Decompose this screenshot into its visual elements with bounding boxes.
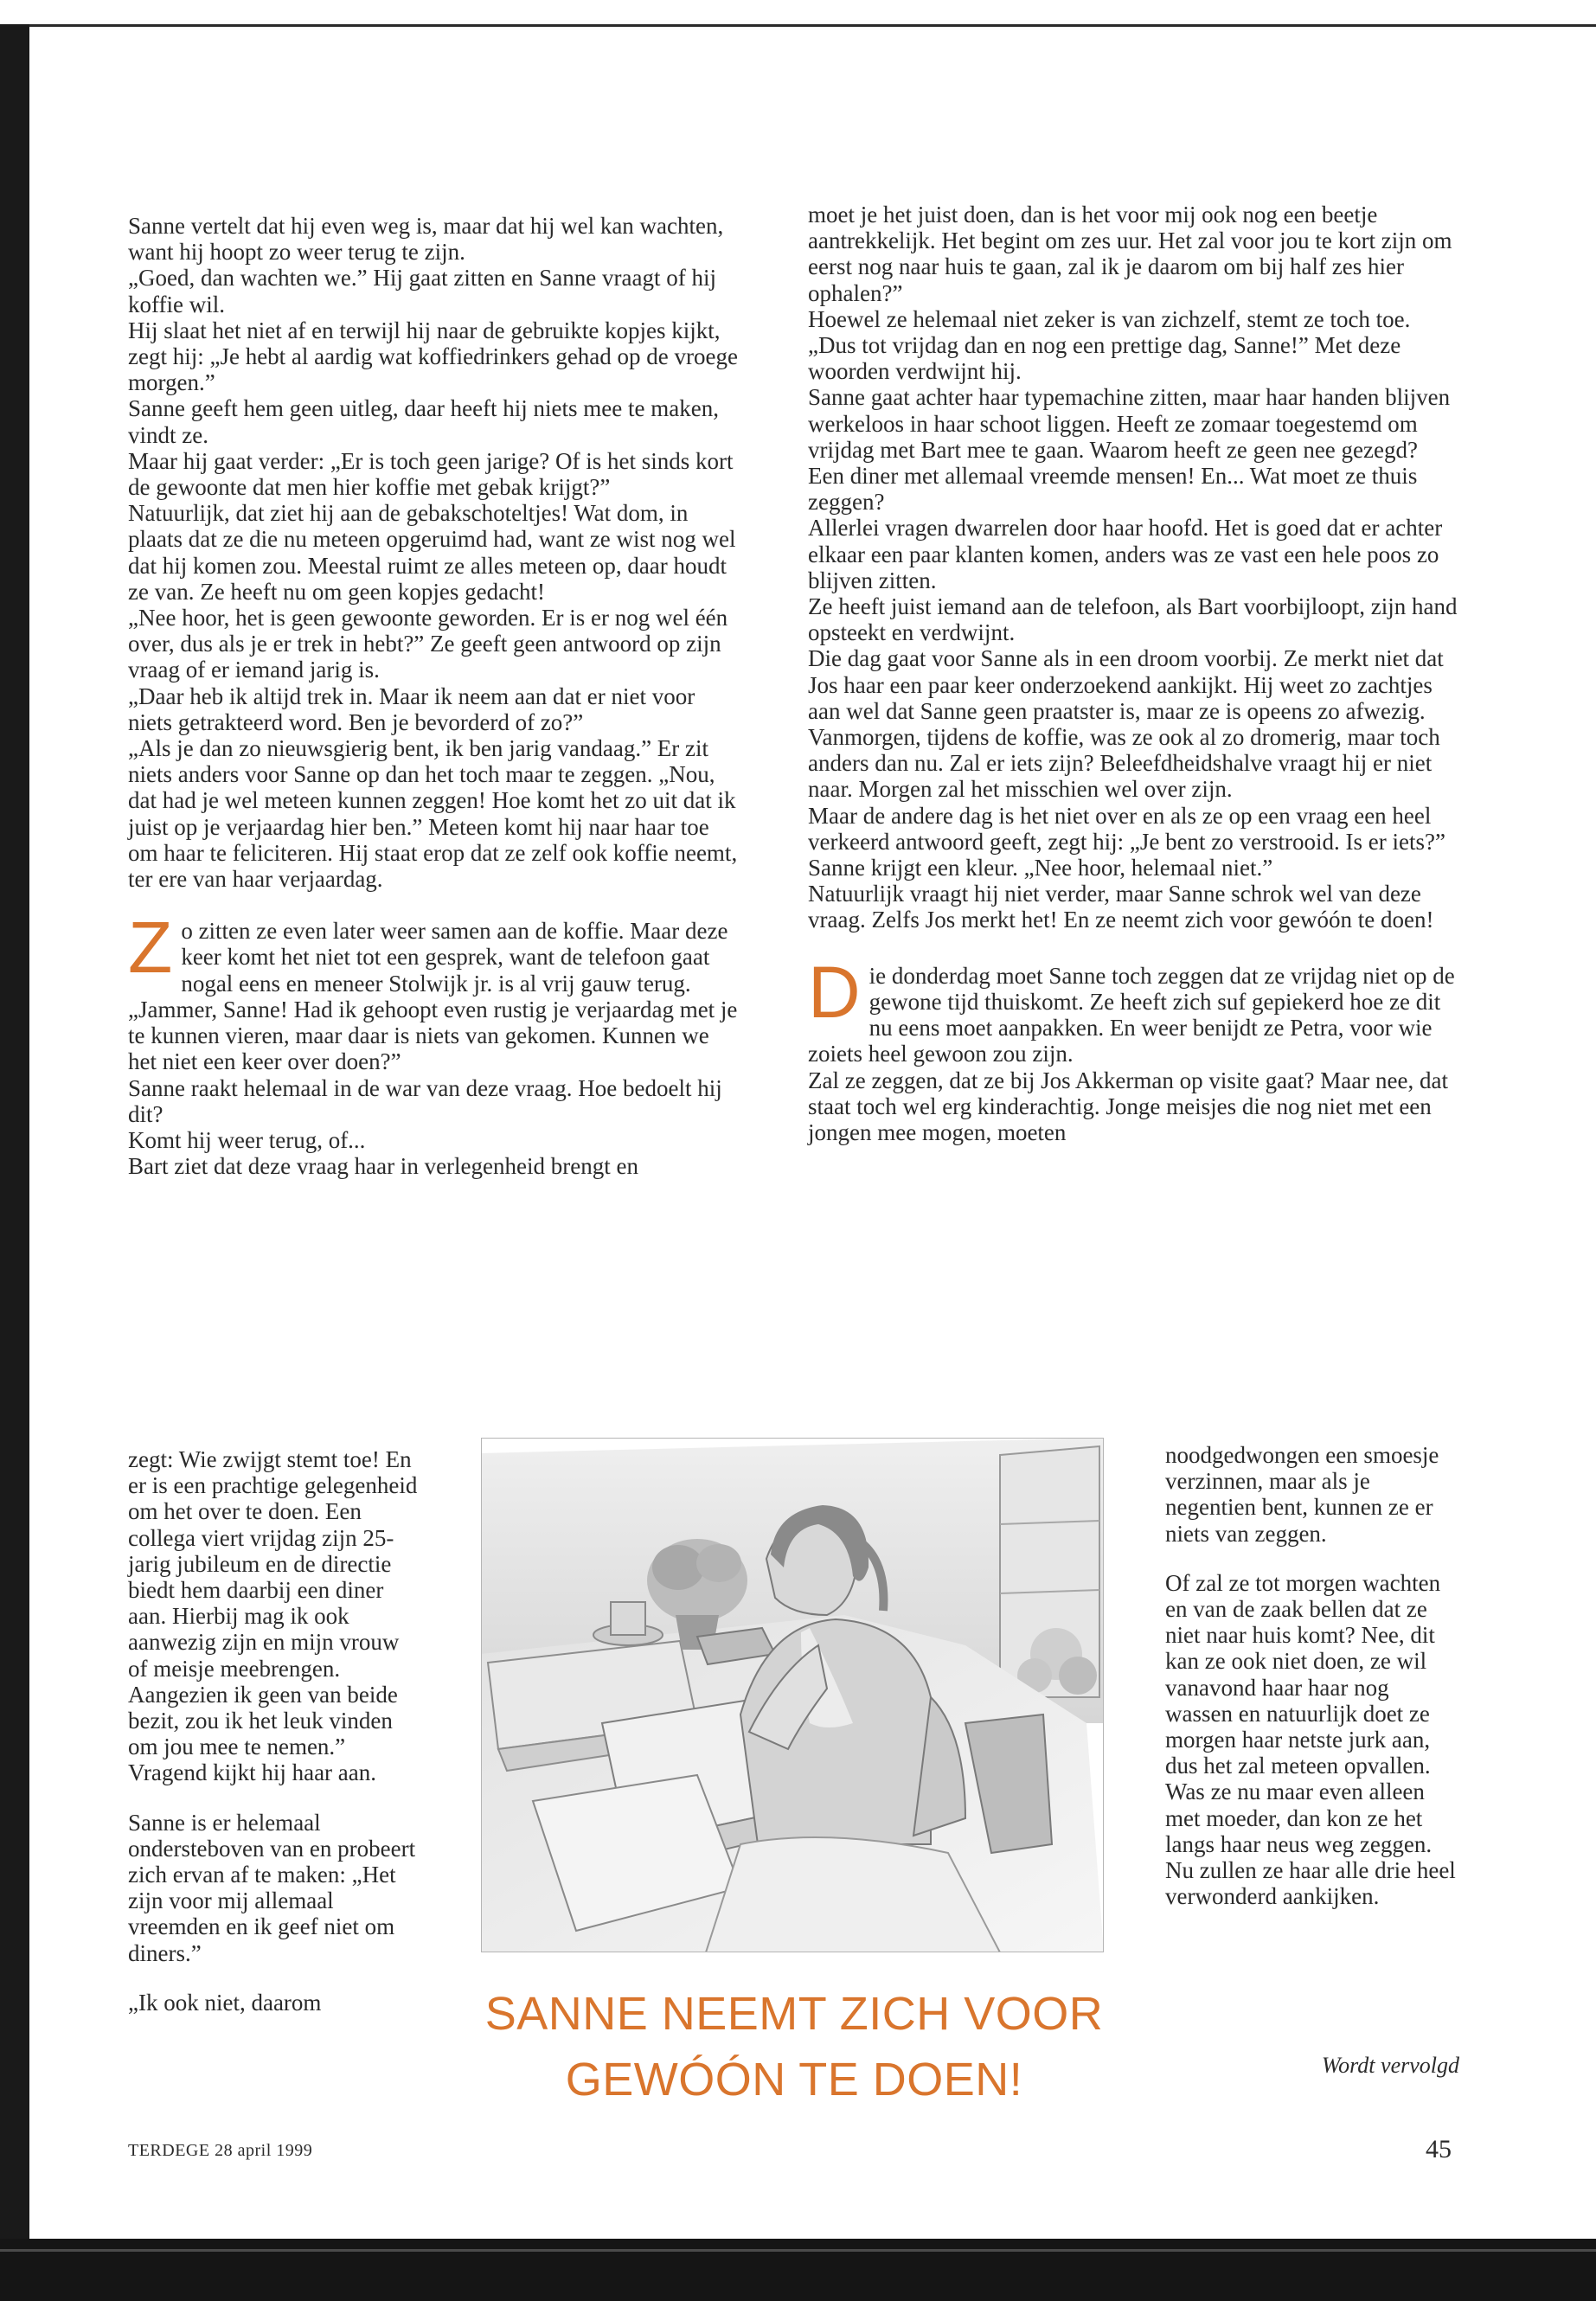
footer-publication: TERDEGE 28 april 1999: [128, 2141, 313, 2160]
paragraph: Hij slaat het niet af en terwijl hij naar de gebruikte kopjes kijkt, zegt hij: „Je hebt al aardig wat koffiedrinkers gehad op de vroege morgen.”: [128, 317, 738, 396]
paragraph: Sanne krijgt een kleur. „Nee hoor, helemaal niet.”: [808, 855, 1273, 881]
paragraph: „Goed, dan wachten we.” Hij gaat zitten en Sanne vraagt of hij koffie wil.: [128, 265, 716, 317]
paragraph: Hoewel ze helemaal niet zeker is van zichzelf, stemt ze toch toe.: [808, 305, 1411, 332]
paragraph: „Daar heb ik altijd trek in. Maar ik neem aan dat er niet voor niets getrakteerd word. Ben je bevorderd of zo?”: [128, 683, 695, 735]
paragraph: Ze heeft juist iemand aan de telefoon, als Bart voorbijloopt, zijn hand opsteekt en verdwijnt.: [808, 593, 1458, 646]
paragraph: „Dus tot vrijdag dan en nog een prettige dag, Sanne!” Met deze woorden verdwijnt hij.: [808, 332, 1401, 385]
paragraph: Die dag gaat voor Sanne als in een droom voorbij. Ze merkt niet dat Jos haar een paar keer onderzoekend aankijkt. Hij weet zo zachtjes aan wel dat Sanne geen praatster is, maar ze is opeens zo afwezig. Vanmorgen, tijdens de koffie, was ze ook al zo dromerig, maar toch anders dan nu. Zal er iets zijn? Beleefdheidshalve vraagt hij er niet naar. Morgen zal het misschien wel over zijn.: [808, 645, 1444, 803]
paragraph: „Ik ook niet, daarom: [128, 1989, 322, 2016]
paragraph: Sanne gaat achter haar typemachine zitten, maar haar handen blijven werkeloos in haar schoot liggen. Heeft ze zomaar toegestemd om vrijdag met Bart mee te gaan. Waarom heeft ze geen nee gezegd? Een diner met allemaal vreemde mensen! En... Wat moet ze thuis zeggen?: [808, 384, 1451, 516]
paragraph: Sanne geeft hem geen uitleg, daar heeft hij niets mee te maken, vindt ze.: [128, 395, 719, 448]
right-wrap-column: [1165, 1419, 1459, 1932]
paragraph: Sanne is er helemaal ondersteboven van en probeert zich ervan af te maken: „Het zijn voor mij allemaal vreemden en ik geef niet om diners.”: [128, 1809, 416, 1966]
scan-edge-bottom: [0, 2239, 1596, 2301]
paragraph: „Als je dan zo nieuwsgierig bent, ik ben jarig vandaag.” Er zit niets anders voor Sanne op dan het toch maar te zeggen. „Nou, dat had je wel meteen kunnen zeggen! Hoe komt het zo uit dat ik juist op je verjaardag hier ben.” Meteen komt hij naar haar toe om haar te feliciteren. Hij staat erop dat ze zelf ook koffie neemt, ter ere van haar verjaardag.: [128, 735, 738, 893]
paragraph: Allerlei vragen dwarrelen door haar hoofd. Het is goed dat er achter elkaar een paar klanten komen, anders was ze vast een hele poos zo blijven zitten.: [808, 515, 1443, 593]
paragraph: Maar de andere dag is het niet over en als ze op een vraag een heel verkeerd antwoord geeft, zegt hij: „Je bent zo verstrooid. Is er iets?”: [808, 802, 1445, 855]
headline-line-2: GEWÓÓN TE DOEN!: [565, 2054, 1023, 2106]
left-wrap-column: [128, 1423, 422, 2039]
pull-quote-headline: [431, 1981, 1157, 2112]
paragraph: Zal ze zeggen, dat ze bij Jos Akkerman op visite gaat? Maar nee, dat staat toch wel erg kinderachtig. Jonge meisjes die nog niet met een jongen mee mogen, moeten: [808, 1067, 1448, 1145]
section-start-paragraph: Zo zitten ze even later weer samen aan de koffie. Maar deze keer komt het niet tot een gesprek, want de telefoon gaat nogal eens en meneer Stolwijk jr. is al vrij gauw terug. „Jammer, Sanne! Had ik gehoopt even rustig je verjaardag met je te kunnen vieren, maar daar is niets van gekomen. Kunnen we het niet een keer over doen?”: [128, 907, 738, 1075]
paragraph: Bart ziet dat deze vraag haar in verlegenheid brengt en: [128, 1153, 638, 1180]
paragraph: „Nee hoor, het is geen gewoonte geworden. Er is er nog wel één over, dus als je er trek in hebt?” Ze geeft geen antwoord op zijn vraag of er iemand jarig is.: [128, 605, 728, 683]
scan-edge-left: [0, 24, 29, 2239]
section-start-paragraph: Die donderdag moet Sanne toch zeggen dat ze vrijdag niet op de gewone tijd thuiskomt. Ze heeft zich suf gepiekerd hoe ze dit nu eens moet aanpakken. En weer benijdt ze Petra, voor wie zoiets heel gewoon zou zijn.: [808, 951, 1455, 1067]
paragraph: Maar hij gaat verder: „Er is toch geen jarige? Of is het sinds kort de gewoonte dat men hier koffie met gebak krijgt?”: [128, 447, 734, 501]
paragraph: Sanne raakt helemaal in de war van deze vraag. Hoe bedoelt hij dit?: [128, 1074, 722, 1127]
paragraph: Komt hij weer terug, of...: [128, 1126, 366, 1153]
to-be-continued-note: Wordt vervolgd: [1321, 2053, 1459, 2078]
paragraph: zegt: Wie zwijgt stemt toe! En er is een prachtige gelegenheid om het over te doen. Een collega viert vrijdag zijn 25-jarig jubileum en de directie biedt hem daarbij een diner aan. Hierbij mag ik ook aanwezig zijn en mijn vrouw of meisje meebrengen. Aangezien ik geen van beide bezit, zou ik het leuk vinden om jou mee te nemen.” Vragend kijkt hij haar aan.: [128, 1446, 418, 1786]
drop-cap: D: [808, 951, 861, 1033]
paragraph: Natuurlijk vraagt hij niet verder, maar Sanne schrok wel van deze vraag. Zelfs Jos merkt het! En ze neemt zich voor gewóón te doen!: [808, 881, 1434, 933]
right-column: [808, 202, 1458, 1145]
scan-edge-top: [0, 24, 1596, 27]
paragraph: Natuurlijk, dat ziet hij aan de gebakschoteltjes! Wat dom, in plaats dat ze die nu meteen opgeruimd had, want ze wist nog wel dat hij komen zou. Meestal ruimt ze alles meteen op, daar houdt ze van. Ze heeft nu om geen kopjes gedacht!: [128, 500, 736, 605]
paragraph: Sanne vertelt dat hij even weg is, maar dat hij wel kan wachten, want hij hoopt zo weer terug te zijn.: [128, 213, 724, 266]
paragraph: moet je het juist doen, dan is het voor mij ook nog een beetje aantrekkelijk. Het begint om zes uur. Het zal voor jou te kort zijn om eerst nog naar huis te gaan, zal ik je daarom om bij half zes hier ophalen?”: [808, 202, 1452, 306]
scan-edge-bottom-line: [0, 2249, 1596, 2252]
illustration-woman-at-typewriter: [481, 1438, 1104, 1952]
paragraph: Of zal ze tot morgen wachten en van de zaak bellen dat ze niet naar huis komt? Nee, dit kan ze ook niet doen, ze wil vanavond haar haar nog wassen en natuurlijk doet ze morgen haar netste jurk aan, dus het zal meteen opvallen. Was ze nu maar even alleen met moeder, dan kon ze het langs haar neus weg zeggen. Nu zullen ze haar alle drie heel verwonderd aankijken.: [1165, 1569, 1456, 1910]
page-number: 45: [1426, 2135, 1452, 2163]
drop-cap: Z: [128, 907, 173, 989]
headline-line-1: SANNE NEEMT ZICH VOOR: [484, 1988, 1104, 2040]
paragraph: noodgedwongen een smoesje verzinnen, maar als je negentien bent, kunnen ze er niets van zeggen.: [1165, 1442, 1439, 1547]
left-column: [128, 213, 742, 1179]
